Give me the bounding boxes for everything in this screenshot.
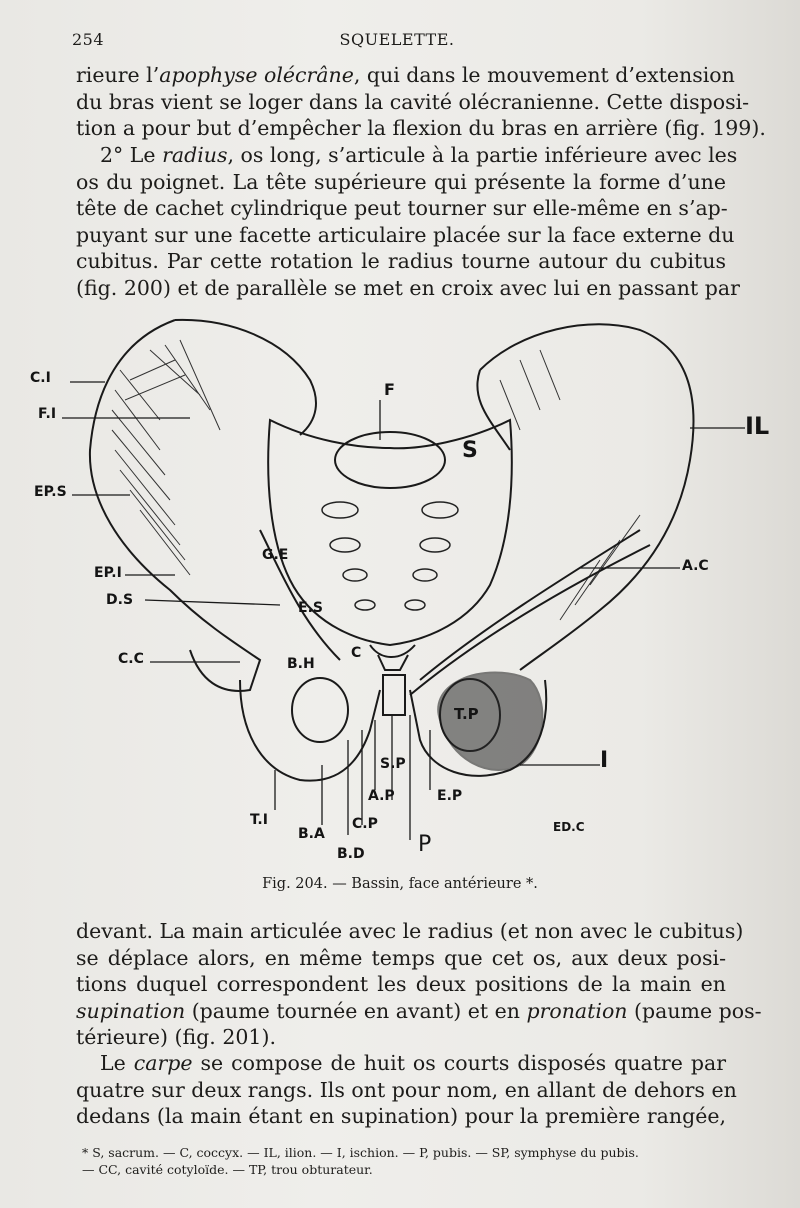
right-ilium-hatching: [500, 350, 640, 620]
text-span: (paume tournée en avant) et en: [185, 998, 527, 1023]
text-line: quatre sur deux rangs. Ils ont pour nom, en allant de dehors en: [76, 1077, 737, 1102]
label-ep: E.P: [437, 788, 463, 804]
footnote-line: * S, sacrum. — C, coccyx. — IL, ilion. — I, ischion. — P, pubis. — SP, symphyse du pubis.: [82, 1145, 639, 1160]
text-line: cubitus. Par cette rotation le radius tourne autour du cubitus: [76, 249, 726, 273]
paragraph-carpe: [76, 1050, 737, 1130]
page-number: 254: [72, 30, 105, 49]
text-line: [76, 142, 738, 169]
label-ti: T.I: [250, 812, 268, 828]
italic-term: carpe: [133, 1051, 193, 1075]
label-ge: G.E: [262, 547, 289, 563]
label-fi: F.I: [38, 406, 57, 422]
text-line: tion a pour but d’empêcher la flexion du bras en arrière (fig. 199).: [76, 116, 766, 140]
pelvis-figure: [0, 300, 800, 870]
text-span: 2° Le: [100, 143, 163, 167]
label-ds: D.S: [106, 592, 134, 608]
sacral-promontory: [335, 432, 445, 488]
text-line: (fig. 200) et de parallèle se met en croix avec lui en passant par: [76, 275, 740, 300]
sacral-foramina: [322, 502, 458, 610]
paragraph-olecrane: [76, 62, 766, 142]
label-f: F: [384, 380, 395, 399]
pelvis-illustration: [0, 300, 800, 870]
text-span: Le: [100, 1051, 134, 1075]
pubic-symphysis: [383, 675, 405, 715]
italic-term: supination: [76, 998, 186, 1023]
label-c: C: [351, 645, 362, 661]
text-span: , qui dans le mouvement d’extension: [353, 63, 735, 87]
label-epi: EP.I: [94, 565, 122, 581]
left-ilium-hatching: [112, 340, 220, 575]
label-ba: B.A: [298, 826, 325, 842]
text-line: devant. La main articulée avec le radius (et non avec le cubitus): [76, 919, 744, 943]
text-line: puyant sur une facette articulaire placée sur la face externe du: [76, 222, 735, 247]
text-line: [76, 998, 762, 1025]
label-i: I: [600, 748, 609, 773]
text-line: térieure) (fig. 201).: [76, 1025, 276, 1049]
text-line: se déplace alors, en même temps que cet os, aux deux posi-: [76, 945, 726, 970]
label-ap: A.P: [368, 788, 395, 804]
text-line: [76, 1050, 726, 1077]
text-span: se compose de huit os courts disposés quatre par: [192, 1051, 726, 1075]
label-edc: ED.C: [553, 820, 585, 834]
text-span: (paume pos-: [627, 998, 762, 1023]
footnote-line: — CC, cavité cotyloïde. — TP, trou obturateur.: [82, 1162, 373, 1177]
left-obturator-foramen: [292, 678, 348, 742]
label-cp: C.P: [352, 816, 378, 832]
text-line: [76, 62, 735, 89]
label-ac: A.C: [682, 558, 709, 574]
paragraph-radius: [76, 142, 740, 301]
text-line: tête de cachet cylindrique peut tourner sur elle-même en s’ap-: [76, 196, 728, 220]
label-sp: S.P: [380, 756, 406, 772]
label-il: IL: [745, 412, 770, 440]
text-span: rieure l’: [76, 63, 160, 87]
italic-term: apophyse olécrâne: [159, 63, 354, 87]
footnote: [82, 1144, 732, 1178]
italic-term: pronation: [526, 998, 628, 1023]
running-head: SQUELETTE.: [339, 30, 455, 49]
figure-caption: Fig. 204. — Bassin, face antérieure *.: [262, 876, 538, 892]
left-ilium-outline: [90, 320, 260, 691]
label-tp: T.P: [454, 705, 479, 723]
label-bd: B.D: [337, 846, 365, 862]
text-line: os du poignet. La tête supérieure qui présente la forme d’une: [76, 169, 726, 194]
text-line: du bras vient se loger dans la cavité olécranienne. Cette disposi-: [76, 89, 750, 114]
text-line: tions duquel correspondent les deux positions de la main en: [76, 972, 726, 996]
label-cc: C.C: [118, 651, 144, 667]
right-iliac-inner: [477, 370, 510, 450]
right-ilium-outline: [480, 324, 693, 670]
label-eps: EP.S: [34, 484, 67, 500]
label-ci: C.I: [30, 370, 51, 386]
label-p: P: [418, 832, 432, 857]
italic-term: radius: [162, 143, 228, 167]
label-s: S: [462, 438, 478, 463]
page-header: [72, 30, 722, 52]
left-pubis-ischium: [240, 680, 380, 781]
coccyx-outline: [370, 645, 415, 670]
label-es: E.S: [298, 600, 323, 616]
text-line: dedans (la main étant en supination) pour la première rangée,: [76, 1104, 726, 1128]
paragraph-main-rotation: [76, 918, 762, 1051]
label-bh: B.H: [287, 656, 315, 672]
text-span: , os long, s’articule à la partie inférieure avec les: [227, 143, 738, 167]
